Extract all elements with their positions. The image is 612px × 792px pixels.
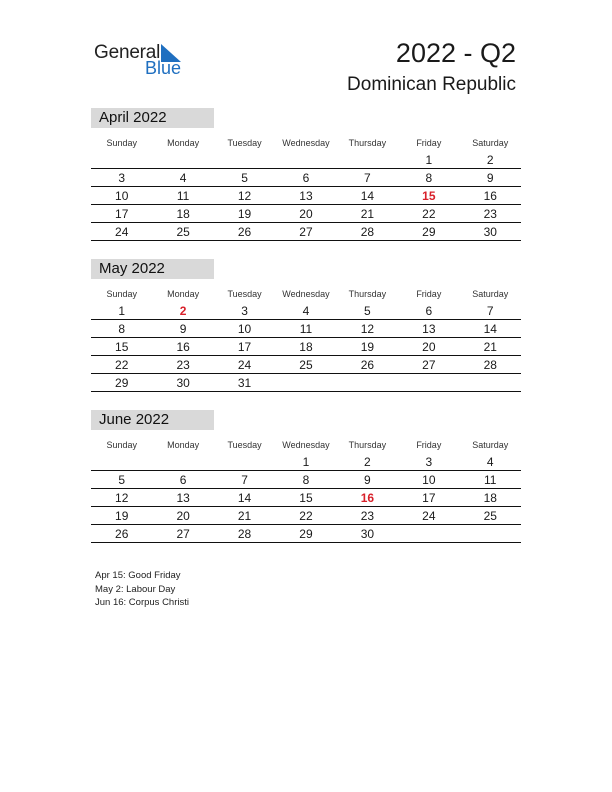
day-cell (214, 152, 275, 168)
week-row (91, 188, 521, 205)
day-cell: 11 (299, 322, 313, 336)
weekday-header: Thursday (348, 138, 387, 148)
holiday-day-cell: 2 (179, 304, 187, 318)
weekday-header: Friday (416, 440, 442, 450)
day-cell: 25 (483, 509, 497, 523)
day-cell: 18 (176, 207, 190, 221)
day-cell: 27 (176, 527, 190, 541)
weekday-header: Saturday (472, 289, 509, 299)
day-cell: 6 (179, 473, 187, 487)
weekday-header: Friday (416, 289, 442, 299)
day-cell: 28 (483, 358, 497, 372)
weekday-header: Tuesday (227, 440, 262, 450)
day-cell: 4 (486, 455, 494, 469)
day-cell: 24 (115, 225, 129, 239)
day-cell: 18 (483, 491, 497, 505)
holiday-notes (95, 569, 189, 610)
day-cell (91, 152, 152, 168)
day-cell (337, 152, 398, 168)
day-cell: 10 (237, 322, 252, 336)
day-cell: 29 (299, 527, 313, 541)
day-cell: 22 (299, 509, 313, 523)
day-cell: 12 (360, 322, 375, 336)
day-cell: 25 (299, 358, 313, 372)
day-cell: 22 (422, 207, 436, 221)
weekday-header: Sunday (106, 440, 137, 450)
week-row (91, 375, 521, 392)
week-row (91, 339, 521, 356)
day-cell: 14 (237, 491, 252, 505)
day-cell: 6 (425, 304, 433, 318)
day-cell (460, 375, 521, 391)
weekday-header: Monday (167, 289, 200, 299)
day-cell (275, 375, 336, 391)
month-label: June 2022 (91, 410, 214, 430)
week-row (91, 508, 521, 525)
holiday-day-cell: 15 (422, 189, 436, 203)
day-cell: 26 (360, 358, 375, 372)
page-title: 2022 - Q2 (395, 38, 516, 68)
day-cell (152, 152, 213, 168)
week-row (91, 321, 521, 338)
day-cell: 24 (237, 358, 252, 372)
day-cell: 20 (176, 509, 190, 523)
weekday-header: Monday (167, 138, 200, 148)
day-cell: 20 (299, 207, 313, 221)
day-cell: 13 (176, 491, 190, 505)
day-cell: 5 (364, 304, 371, 318)
day-cell: 1 (302, 455, 310, 469)
weekday-header-row (91, 135, 521, 151)
day-cell: 25 (176, 225, 190, 239)
day-cell (152, 454, 213, 470)
month-calendar (91, 410, 521, 543)
week-row (91, 206, 521, 223)
weekday-header: Sunday (106, 138, 137, 148)
day-cell (214, 454, 275, 470)
day-cell: 11 (176, 189, 190, 203)
day-cell: 23 (360, 509, 375, 523)
day-cell: 23 (483, 207, 497, 221)
day-cell: 12 (115, 491, 129, 505)
day-cell: 9 (486, 171, 494, 185)
day-cell (275, 152, 336, 168)
weekday-header: Wednesday (282, 289, 330, 299)
day-cell: 20 (422, 340, 436, 354)
day-cell: 21 (237, 509, 252, 523)
day-cell: 23 (176, 358, 190, 372)
day-cell: 13 (299, 189, 313, 203)
day-cell: 14 (483, 322, 497, 336)
week-row (91, 152, 521, 169)
logo-text-general: General (94, 42, 161, 63)
day-cell (398, 526, 459, 542)
day-cell (398, 375, 459, 391)
day-cell: 6 (302, 171, 310, 185)
day-cell: 8 (118, 322, 126, 336)
day-cell: 16 (483, 189, 497, 203)
day-cell: 19 (115, 509, 129, 523)
week-row (91, 170, 521, 187)
day-cell: 4 (179, 171, 187, 185)
day-cell: 21 (360, 207, 375, 221)
weekday-header: Monday (167, 440, 200, 450)
holiday-note: Apr 15: Good Friday (95, 570, 181, 581)
weekday-header-row (91, 437, 521, 453)
day-cell: 9 (179, 322, 187, 336)
day-cell: 7 (241, 473, 248, 487)
weekday-header: Wednesday (282, 440, 330, 450)
week-row (91, 303, 521, 320)
day-cell: 27 (299, 225, 313, 239)
day-cell: 26 (237, 225, 252, 239)
month-label: April 2022 (91, 108, 214, 128)
day-cell: 5 (241, 171, 248, 185)
day-cell: 18 (299, 340, 313, 354)
week-row (91, 472, 521, 489)
day-cell: 17 (422, 491, 436, 505)
logo-text-blue: Blue (145, 58, 182, 78)
day-cell: 22 (115, 358, 129, 372)
month-calendar (91, 108, 521, 241)
day-cell (460, 526, 521, 542)
week-row (91, 526, 521, 543)
brand-logo (94, 40, 194, 80)
day-cell: 16 (176, 340, 190, 354)
weekday-header: Wednesday (282, 138, 330, 148)
day-cell: 30 (483, 225, 497, 239)
day-cell: 3 (118, 171, 126, 185)
week-row (91, 490, 521, 507)
weekday-header: Saturday (472, 138, 509, 148)
day-cell: 14 (360, 189, 375, 203)
day-cell: 28 (360, 225, 375, 239)
day-cell: 7 (486, 304, 494, 318)
weekday-header: Thursday (348, 289, 387, 299)
weekday-header: Friday (416, 138, 442, 148)
month-calendar (91, 259, 521, 392)
holiday-note: May 2: Labour Day (95, 583, 176, 595)
country-name: Dominican Republic (347, 74, 516, 95)
day-cell: 8 (425, 171, 433, 185)
day-cell: 28 (237, 527, 252, 541)
day-cell: 26 (115, 527, 129, 541)
weekday-header: Sunday (106, 289, 137, 299)
day-cell: 19 (237, 207, 252, 221)
day-cell: 1 (425, 153, 433, 167)
day-cell: 9 (364, 473, 371, 487)
day-cell: 10 (422, 473, 436, 487)
day-cell: 29 (115, 376, 129, 390)
day-cell: 21 (483, 340, 497, 354)
day-cell: 12 (237, 189, 252, 203)
day-cell: 29 (422, 225, 436, 239)
week-row (91, 357, 521, 374)
weekday-header-row (91, 286, 521, 302)
weekday-header: Tuesday (227, 289, 262, 299)
day-cell: 2 (364, 455, 371, 469)
day-cell: 4 (302, 304, 310, 318)
day-cell: 3 (241, 304, 248, 318)
day-cell (337, 375, 398, 391)
weekday-header: Tuesday (227, 138, 262, 148)
day-cell: 17 (115, 207, 129, 221)
day-cell: 10 (115, 189, 129, 203)
day-cell: 5 (118, 473, 126, 487)
day-cell: 15 (299, 491, 313, 505)
day-cell: 13 (422, 322, 436, 336)
day-cell: 27 (422, 358, 436, 372)
holiday-note: Jun 16: Corpus Christi (95, 597, 189, 608)
day-cell: 7 (364, 171, 371, 185)
day-cell: 24 (422, 509, 436, 523)
day-cell (91, 454, 152, 470)
day-cell: 3 (425, 455, 433, 469)
month-label: May 2022 (91, 259, 214, 279)
weekday-header: Saturday (472, 440, 509, 450)
holiday-day-cell: 16 (360, 491, 375, 505)
day-cell: 11 (484, 473, 497, 487)
weekday-header: Thursday (348, 440, 387, 450)
day-cell: 1 (118, 304, 126, 318)
day-cell: 19 (360, 340, 375, 354)
day-cell: 2 (486, 153, 494, 167)
day-cell: 30 (360, 527, 375, 541)
day-cell: 8 (302, 473, 310, 487)
day-cell: 15 (115, 340, 129, 354)
day-cell: 17 (237, 340, 252, 354)
day-cell: 30 (176, 376, 190, 390)
week-row (91, 224, 521, 241)
week-row (91, 454, 521, 471)
day-cell: 31 (237, 376, 252, 390)
